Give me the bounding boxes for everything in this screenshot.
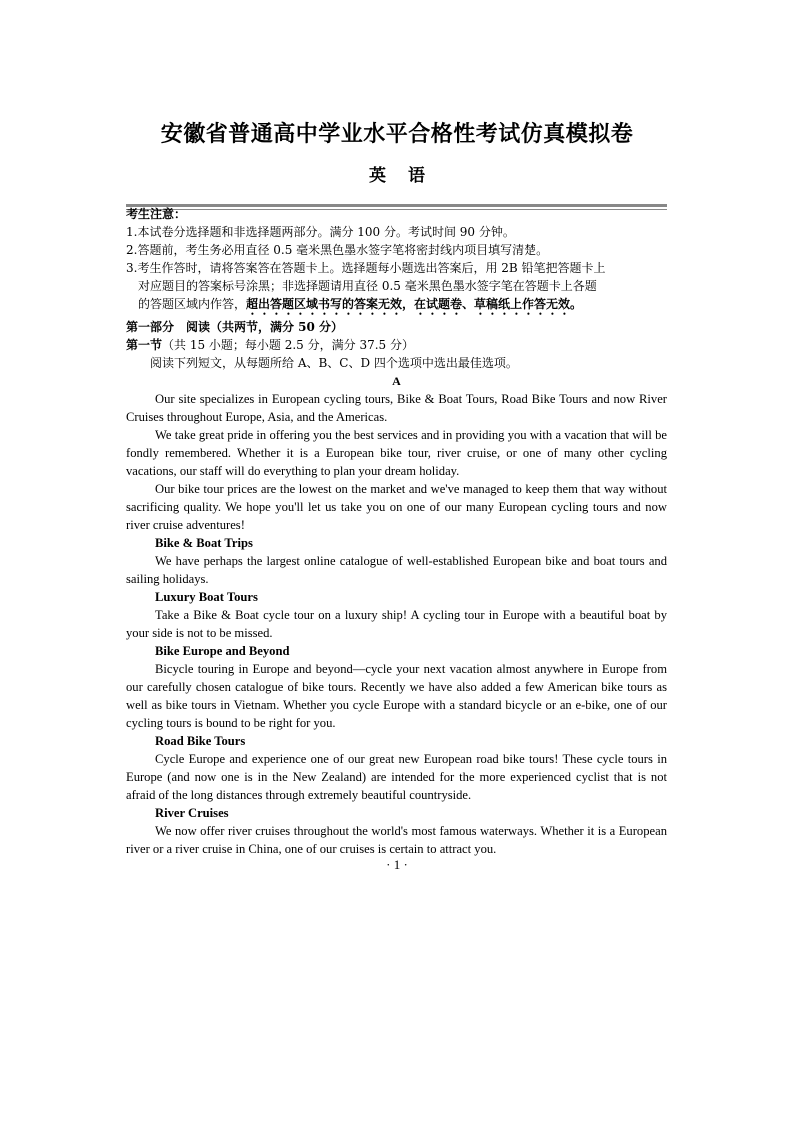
passage-paragraph-4: We have perhaps the largest online catalogue of well-established European bike and boat tours and sailing holidays. (126, 554, 667, 586)
section1-heading (126, 336, 667, 354)
notice-item-2: 2.答题前，考生务必用直径 0.5 毫米黑色墨水签字笔将密封线内项目填写清楚。 (126, 243, 549, 257)
passage-label: A (392, 374, 401, 388)
notice-item-1: 1.本试卷分选择题和非选择题两部分。满分 100 分。考试时间 90 分钟。 (126, 225, 515, 239)
section1-instruction: 阅读下列短文，从每题所给 A、B、C、D 四个选项中选出最佳选项。 (150, 356, 518, 370)
section-heading-luxury-boat-tours: Luxury Boat Tours (155, 590, 258, 604)
notice-item-3-stressed: 超出答题区域书写的答案无效，在试题卷、草稿纸上作答无效。 (246, 297, 583, 311)
notice-item-3-line-3 (126, 295, 667, 318)
passage-paragraph-6: Bicycle touring in Europe and beyond—cycle your next vacation almost anywhere in Europe from our carefully chosen catalogue of bike tours. Recently we have also added a few American bike tours as well as bike tours in Vietnam. Whether you cycle Europe with a standard bicycle or an e-bike, one of our cycling tours is bound to be right for you. (126, 662, 667, 730)
passage-paragraph-5: Take a Bike & Boat cycle tour on a luxury ship! A cycling tour in Europe with a beautiful boat by your side is not to be missed. (126, 608, 667, 640)
notice-item-3-line-2: 对应题目的答案标号涂黑；非选择题请用直径 0.5 毫米黑色墨水签字笔在答题卡上各题 (138, 279, 597, 293)
passage-paragraph-3: Our bike tour prices are the lowest on the market and we've managed to keep them that way without sacrificing quality. We hope you'll let us take you on one of our many European cycling tours and now river cruise adventures! (126, 482, 667, 532)
section-heading-bike-boat-trips: Bike & Boat Trips (155, 536, 253, 550)
part1-heading: 第一部分 阅读（共两节，满分 50 分） (126, 320, 344, 334)
notice-heading: 考生注意： (126, 207, 187, 221)
passage-paragraph-2: We take great pride in offering you the best services and in providing you with a vacation that will be fondly remembered. Whether it is a European bike tour, river cruise, or one of many other cycling vacations, our staff will do everything to plan your dream holiday. (126, 428, 667, 478)
exam-title: 安徽省普通高中学业水平合格性考试仿真模拟卷 (160, 121, 634, 147)
section-heading-river-cruises: River Cruises (155, 806, 229, 820)
notice-item-3: 3.考生作答时，请将答案答在答题卡上。选择题每小题选出答案后，用 2B 铅笔把答题卡上 (126, 261, 606, 275)
section1-rest: （共 15 小题；每小题 2.5 分，满分 37.5 分） (162, 338, 414, 352)
section-heading-road-bike-tours: Road Bike Tours (155, 734, 246, 748)
section-heading-bike-europe-beyond: Bike Europe and Beyond (155, 644, 290, 658)
section1-label: 第一节 (126, 338, 163, 352)
passage-paragraph-7: Cycle Europe and experience one of our great new European road bike tours! These cycle tours in Europe (and now one is in the New Zealand) are intended for the more experienced cyclist that is not afraid of the long distances through extremely beautiful countryside. (126, 752, 667, 802)
page-number: · 1 · (386, 857, 408, 872)
content-area (126, 205, 667, 858)
passage-paragraph-1: Our site specializes in European cycling tours, Bike & Boat Tours, Road Bike Tours and now River Cruises throughout Europe, Asia, and the Americas. (126, 392, 667, 424)
subject-title: 英 语 (369, 166, 433, 186)
notice-item-3-plain: 的答题区域内作答， (138, 297, 247, 311)
passage-paragraph-8: We now offer river cruises throughout the world's most famous waterways. Whether it is a European river or a river cruise in China, one of our cruises is certain to attract you. (126, 824, 667, 856)
